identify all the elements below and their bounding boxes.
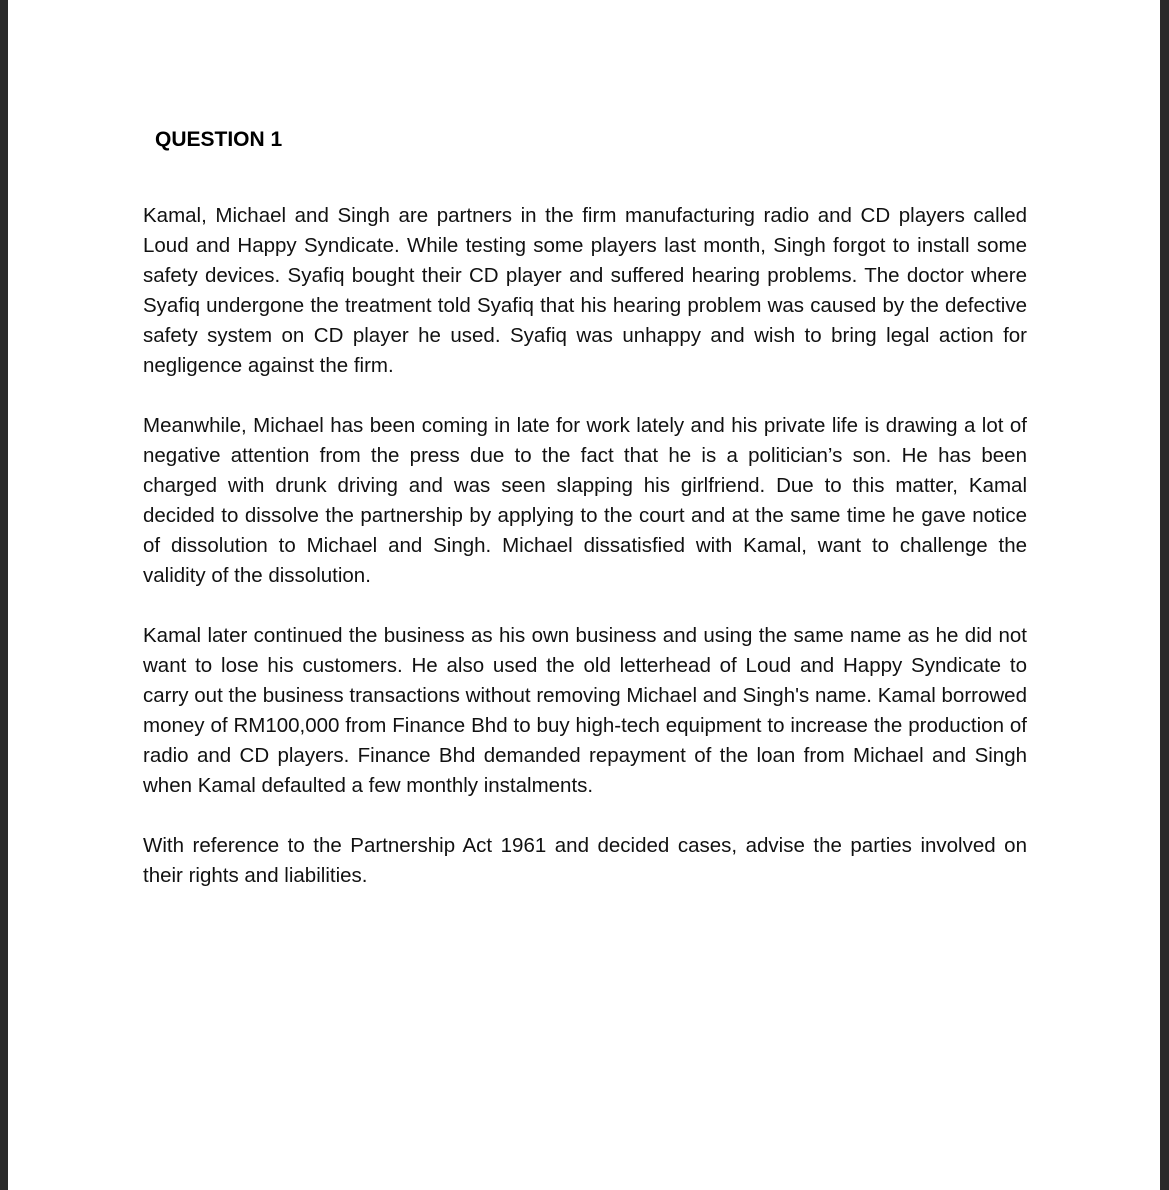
question-heading: QUESTION 1 <box>155 128 283 151</box>
question-body <box>143 201 1027 921</box>
paragraph-continued-business-loan: Kamal later continued the business as his own business and using the same name as he did not want to lose his customers. He also used the old letterhead of Loud and Happy Syndicate to carry out the business transactions without removing Michael and Singh's name. Kamal borrowed money of RM100,000 from Finance Bhd to buy high-tech equipment to increase the production of radio and CD players. Finance Bhd demanded repayment of the loan from Michael and Singh when Kamal defaulted a few monthly instalments. <box>143 624 1027 797</box>
document-page <box>8 0 1160 1190</box>
paragraph-dissolution: Meanwhile, Michael has been coming in late for work lately and his private life is drawing a lot of negative attention from the press due to the fact that he is a politician’s son. He has been charged with drunk driving and was seen slapping his girlfriend. Due to this matter, Kamal decided to dissolve the partnership by applying to the court and at the same time he gave notice of dissolution to Michael and Singh. Michael dissatisfied with Kamal, want to challenge the validity of the dissolution. <box>143 414 1027 587</box>
paragraph-partners-negligence: Kamal, Michael and Singh are partners in the firm manufacturing radio and CD players called Loud and Happy Syndicate. While testing some players last month, Singh forgot to install some safety devices. Syafiq bought their CD player and suffered hearing problems. The doctor where Syafiq undergone the treatment told Syafiq that his hearing problem was caused by the defective safety system on CD player he used. Syafiq was unhappy and wish to bring legal action for negligence against the firm. <box>143 204 1027 377</box>
paragraph-instruction: With reference to the Partnership Act 1961 and decided cases, advise the parties involved on their rights and liabilities. <box>143 834 1027 887</box>
